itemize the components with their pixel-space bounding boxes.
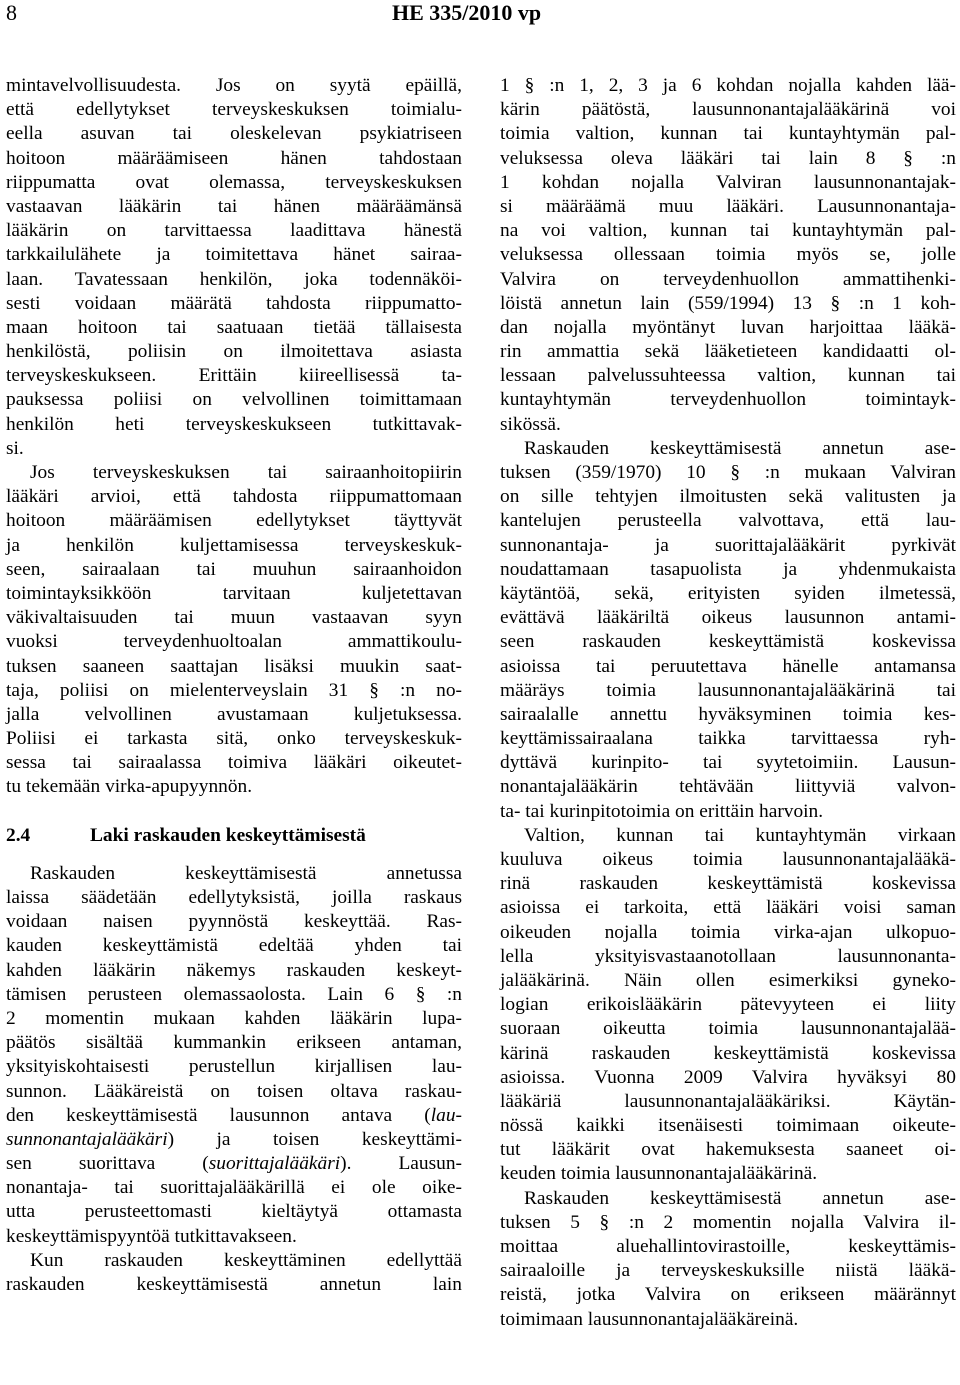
text-line: oikeuden nojalla toimia virka-ajan ulkopuo- bbox=[500, 921, 956, 943]
text-line: ta- tai kurinpitotoimia on erittäin harvoin. bbox=[500, 800, 824, 822]
italic-term: lau- bbox=[430, 1104, 462, 1126]
text-line: kantelujen perusteella valvottava, että lau- bbox=[500, 510, 956, 532]
text-line: utta perusteettomasti kieltäytyä ottamasta bbox=[6, 1201, 462, 1223]
text-line: kärin päätöstä, lausunnonantajalääkärinä voi bbox=[500, 99, 956, 121]
paragraph-valvira-supervision bbox=[500, 437, 956, 824]
text-line: evättävä lääkäriltä oikeus lausunnon antami- bbox=[500, 607, 956, 629]
text-line: asioissa ei tarkoita, että lääkäri voisi saman bbox=[500, 897, 956, 919]
text-line: mintavelvollisuudesta. Jos on syytä epäillä, bbox=[6, 75, 462, 96]
text-line: Raskauden keskeyttämisestä annetussa bbox=[30, 862, 462, 884]
text-line: logian erikoislääkärin pätevyyteen ei liity bbox=[500, 994, 956, 1016]
text-line: nonantaja- tai suorittajalääkärillä ei ole oike- bbox=[6, 1177, 462, 1199]
text-line: sunnon. Lääkäreistä on toisen oltava raskau- bbox=[6, 1080, 462, 1102]
text-line: ja henkilön kuljettamisessa terveyskeskuk- bbox=[6, 534, 462, 556]
text-line: veluksessa ollessaan toimia myös se, jolle bbox=[500, 244, 956, 266]
text-line: sunnonantajalääkäri) ja toisen keskeyttämi- bbox=[6, 1128, 462, 1150]
text-line: hoitoon määräämiseen hänen tahdostaan bbox=[6, 147, 462, 169]
italic-term: suorittajalääkäri bbox=[208, 1153, 341, 1175]
text-line: henkilön heti terveyskeskukseen tutkittavak- bbox=[6, 413, 462, 435]
text-line: kuuluva oikeus toimia lausunnonantajalääkä- bbox=[500, 849, 956, 870]
text-line: kahden lääkärin näkemys raskauden keskeyt- bbox=[6, 959, 462, 981]
text-line: lääkäriä lausunnonantajalääkäriksi. Käytän- bbox=[500, 1090, 956, 1112]
document-id: HE 335/2010 vp bbox=[392, 0, 542, 25]
text-line: si määräämä muu lääkäri. Lausunnonantaja- bbox=[500, 195, 956, 217]
left-column bbox=[6, 74, 462, 1297]
text-line: kauden keskeyttämistä edeltää yhden tai bbox=[6, 935, 462, 957]
text-line: on sille tehtyjen ilmoitusten sekä valitusten ja bbox=[500, 486, 956, 508]
text-line: vuoksi terveydenhuoltoalan ammattikoulu- bbox=[6, 631, 462, 653]
text-line: Kun raskauden keskeyttäminen edellyttää bbox=[30, 1249, 462, 1271]
text-line: tu tekemään virka-apupyynnön. bbox=[6, 776, 253, 798]
text-line: nonantajalääkärin tehtävään liittyviä valvon- bbox=[500, 776, 956, 798]
text-line: voidaan naisen pyynnöstä keskeyttää. Ras- bbox=[6, 911, 462, 933]
text-line: toimintayksikköön tarvitaan kuljetettavan bbox=[6, 582, 462, 604]
text-line: taja, poliisi on mielenterveyslain 31 § :n no- bbox=[6, 679, 462, 701]
text-line: tuksen saaneen saattajan lisäksi muukin saat- bbox=[6, 655, 462, 677]
text-line: että edellytykset terveyskeskuksen toimialu- bbox=[6, 99, 462, 121]
text-line: vastaavan lääkärin tai hänen määräämänsä bbox=[6, 195, 462, 217]
text-line: keyttämissairaalana taikka tarvittaessa ryh- bbox=[500, 728, 956, 750]
text-line: jalla velvollinen avustamaan kuljetuksessa. bbox=[6, 703, 462, 725]
text-line: tuksen 5 § :n 2 momentin nojalla Valvira il- bbox=[500, 1211, 956, 1233]
text-line: jalääkärinä. Näin ollen esimerkiksi gyneko- bbox=[500, 969, 956, 991]
text-line: raskauden keskeyttämisestä annetun lain bbox=[6, 1274, 462, 1295]
text-line: eella asuvan tai oleskelevan psykiatriseen bbox=[6, 123, 462, 145]
text-line: tarkkailulähete ja toimitettava hänet sairaa- bbox=[6, 244, 462, 266]
text-line: 1 kohdan nojalla Valviran lausunnonantajak- bbox=[500, 171, 956, 193]
text-line: löistä annetun lain (559/1994) 13 § :n 1 koh- bbox=[500, 292, 956, 314]
text-line: lääkärin on tarvittaessa laadittava hänestä bbox=[6, 220, 462, 242]
text-line: päätös sisältää kummankin erikseen antaman, bbox=[6, 1032, 462, 1054]
text-line: veluksessa oleva lääkäri tai lain 8 § :n bbox=[500, 147, 956, 169]
text-line: lääkäri arvioi, että tahdosta riippumattomaan bbox=[6, 486, 462, 508]
text-line: lella yksityisvastaanotollaan lausunnonanta- bbox=[500, 945, 956, 967]
paragraph-statement-doctors bbox=[500, 74, 956, 437]
text-line: rin ammattia sekä lääketieteen kandidaatti ol- bbox=[500, 341, 956, 363]
text-line: laan. Tavatessaan henkilön, joka todennäköi- bbox=[6, 268, 462, 290]
text-line: suoraan oikeutta toimia lausunnonantajalää- bbox=[500, 1018, 956, 1040]
text-line: Poliisi ei tarkasta sitä, onko terveyskeskuk- bbox=[6, 728, 462, 750]
text-line: toimia valtion, kunnan tai kuntayhtymän pal- bbox=[500, 123, 956, 145]
text-line: Jos terveyskeskuksen tai sairaanhoitopiirin bbox=[30, 462, 462, 483]
text-line: den keskeyttämisestä lausunnon antava (lau- bbox=[6, 1104, 462, 1126]
text-line: si. bbox=[6, 437, 24, 459]
text-line: terveyskeskukseen. Erittäin kiireellisessä ta- bbox=[6, 365, 462, 387]
text-line: sen suorittava (suorittajalääkäri). Lausun- bbox=[6, 1153, 462, 1175]
text-line: tämisen perusteen olemassaolosta. Lain 6 § :n bbox=[6, 983, 462, 1005]
section-heading bbox=[6, 824, 462, 848]
paragraph-mental-health bbox=[6, 74, 462, 461]
text-line: sikössä. bbox=[500, 413, 561, 435]
text-line: dyttävä kurinpito- tai syytetoimiin. Lausun- bbox=[500, 752, 956, 774]
text-line: seen, sairaalaan tai muuhun sairaanhoidon bbox=[6, 558, 462, 580]
text-line: tuksen (359/1970) 10 § :n mukaan Valviran bbox=[500, 462, 956, 483]
text-line: tut lääkärit ovat hakemuksesta saaneet oi- bbox=[500, 1139, 956, 1161]
text-line: kuntayhtymän terveydenhuollon toimintayk- bbox=[500, 389, 956, 411]
text-line: asioissa. Vuonna 2009 Valvira hyväksyi 80 bbox=[500, 1066, 956, 1088]
text-line: maan hoitoon tai saatuaan tietää tällaisesta bbox=[6, 316, 462, 338]
right-column bbox=[500, 74, 956, 1332]
text-line: 2 momentin mukaan kahden lääkärin lupa- bbox=[6, 1007, 462, 1029]
text-line: keskeyttämispyyntöä tutkittavakseen. bbox=[6, 1225, 297, 1247]
section-number: 2.4 bbox=[6, 824, 31, 846]
text-line: seen raskauden keskeyttämistä koskevissa bbox=[500, 631, 956, 653]
text-line: kärinä raskauden keskeyttämistä koskevissa bbox=[500, 1042, 956, 1064]
text-line: asioissa tai peruutettava hänelle antamansa bbox=[500, 655, 956, 677]
page-number: 8 bbox=[6, 0, 17, 25]
text-line: Raskauden keskeyttämisestä annetun ase- bbox=[524, 437, 956, 459]
paragraph-notification bbox=[500, 1187, 956, 1332]
text-line: sesti voidaan määrätä tahdosta riippumatto- bbox=[6, 292, 462, 314]
text-line: Valvira on terveydenhuollon ammattihenki- bbox=[500, 268, 956, 290]
text-line: keuden toimia lausunnonantajalääkärinä. bbox=[500, 1163, 818, 1185]
text-line: toimimaan lausunnonantajalääkäreinä. bbox=[500, 1308, 799, 1330]
text-line: 1 § :n 1, 2, 3 ja 6 kohdan nojalla kahden lää- bbox=[500, 75, 956, 96]
text-line: käytäntöä, sekä, erityisten syiden ilmetessä, bbox=[500, 582, 956, 604]
text-line: määräys toimia lausunnonantajalääkärinä tai bbox=[500, 679, 956, 701]
text-line: yksityiskohtaisesti perustellun kirjallisen lau- bbox=[6, 1056, 462, 1078]
italic-term: sunnonantajalääkäri bbox=[6, 1128, 168, 1150]
text-line: dan nojalla myöntänyt luvan harjoittaa lääkä- bbox=[500, 316, 956, 338]
text-line: reistä, jotka Valvira on erikseen määrännyt bbox=[500, 1284, 956, 1306]
paragraph-abortion-law bbox=[6, 862, 462, 1249]
text-line: lessaan palvelussuhteessa valtion, kunnan tai bbox=[500, 365, 956, 387]
text-line: moittaa aluehallintovirastoille, keskeyttämis- bbox=[500, 1236, 956, 1257]
paragraph-police-assistance bbox=[6, 461, 462, 800]
text-line: noudattamaan tasapuolista ja yhdenmukaista bbox=[500, 558, 956, 580]
text-line: pauksessa poliisi on velvollinen toimittamaan bbox=[6, 389, 462, 411]
text-line: sairaaloille ja terveyskeskuksille niistä lääkä- bbox=[500, 1260, 956, 1282]
text-line: riippumatta ovat olemassa, terveyskeskuksen bbox=[6, 171, 462, 193]
paragraph-official-right bbox=[500, 824, 956, 1187]
text-line: Valtion, kunnan tai kuntayhtymän virkaan bbox=[524, 824, 956, 846]
text-line: rinä raskauden keskeyttämistä koskevissa bbox=[500, 873, 956, 895]
text-line: sunnonantaja- ja suorittajalääkärit pyrkivät bbox=[500, 534, 956, 556]
text-line: na voi valtion, kunnan tai kuntayhtymän pal- bbox=[500, 220, 956, 242]
text-line: sessa tai sairaalassa toimiva lääkäri oikeutet- bbox=[6, 752, 462, 774]
text-line: sairaalalle annettu hyväksyminen toimia kes- bbox=[500, 703, 956, 725]
text-line: hoitoon määräämisen edellytykset täyttyvät bbox=[6, 510, 462, 532]
section-title: Laki raskauden keskeyttämisestä bbox=[90, 824, 366, 846]
text-line: Raskauden keskeyttämisestä annetun ase- bbox=[524, 1187, 956, 1209]
text-line: henkilöstä, poliisin on ilmoitettava asiasta bbox=[6, 341, 462, 363]
text-line: laissa säädetään edellytyksistä, joilla raskaus bbox=[6, 887, 462, 908]
text-line: nössä kaikki itsenäisesti toimimaan oikeute- bbox=[500, 1115, 956, 1137]
text-line: väkivaltaisuuden tai muun vastaavan syyn bbox=[6, 607, 462, 629]
paragraph-continued bbox=[6, 1249, 462, 1297]
